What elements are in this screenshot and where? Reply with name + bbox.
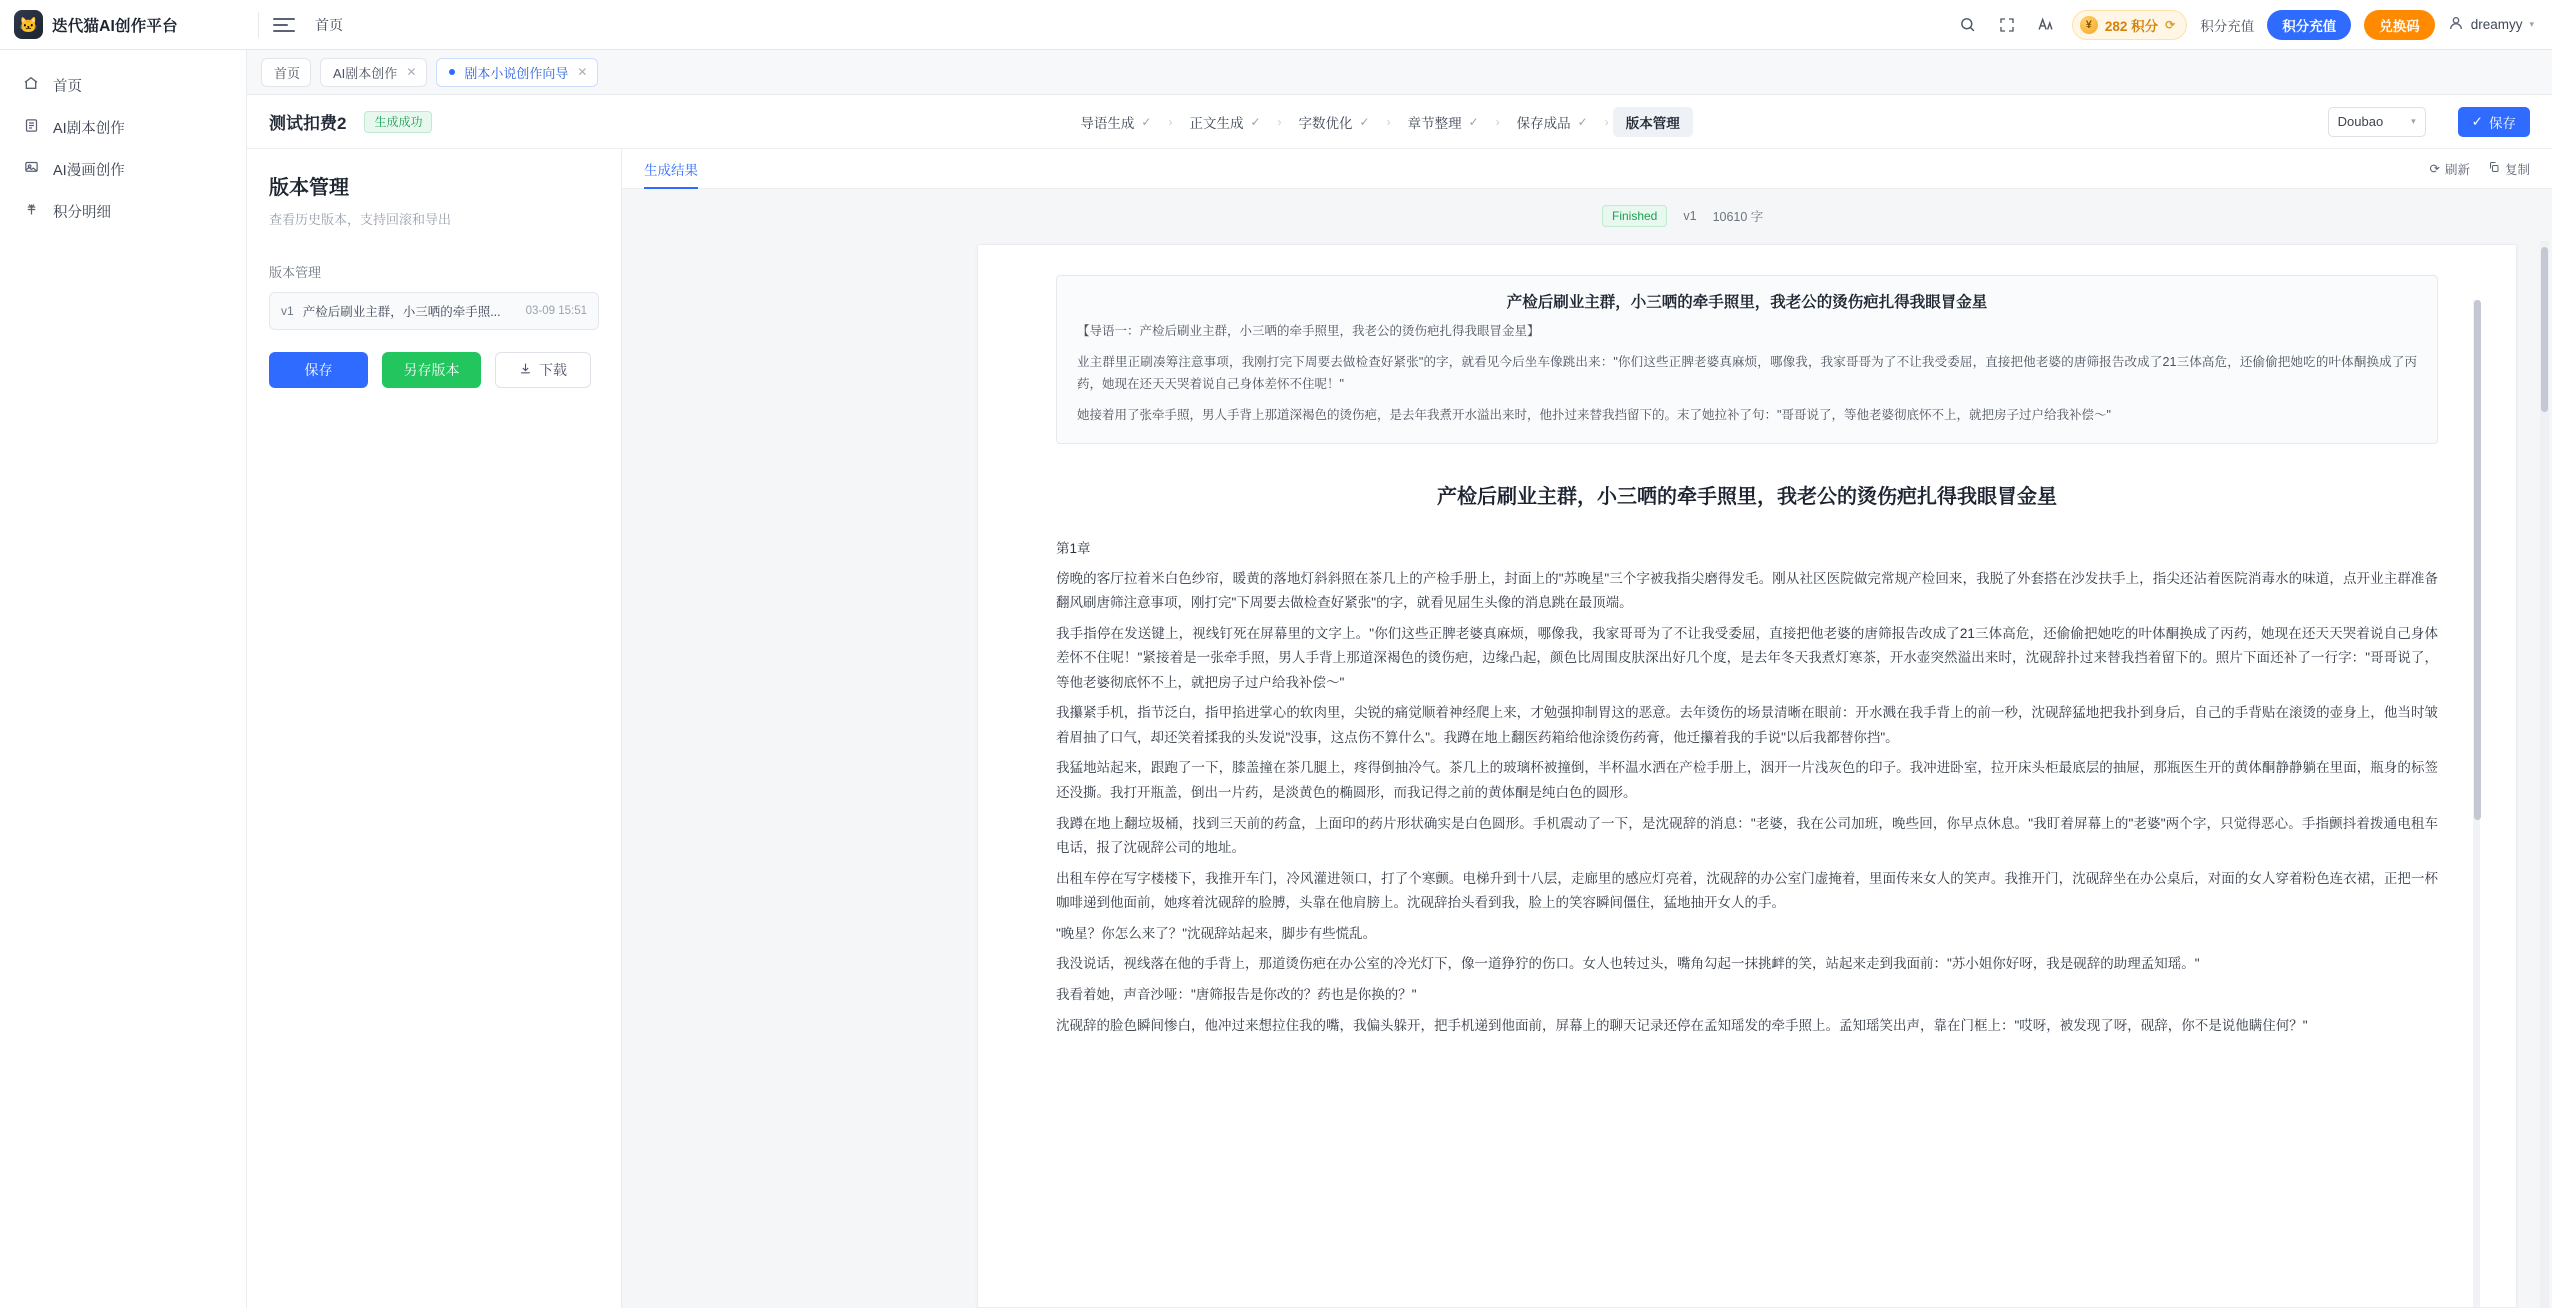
check-icon: ✓ <box>1468 114 1479 129</box>
step-body-generate[interactable] <box>1176 107 1273 137</box>
sidebar-item-ai-script[interactable] <box>0 106 246 148</box>
close-icon[interactable]: ✕ <box>406 65 417 79</box>
tab-script-novel-wizard[interactable] <box>436 58 598 87</box>
sidebar-item-label: 首页 <box>53 78 82 95</box>
cat-logo-icon: 🐱 <box>14 10 43 39</box>
version-list-label: 版本管理 <box>269 265 322 280</box>
points-value: 282 积分 <box>2104 18 2159 34</box>
chapter-label: 第1章 <box>1056 540 1091 556</box>
download-icon <box>519 362 532 378</box>
logo[interactable] <box>14 10 244 39</box>
sidebar-item-label: AI漫画创作 <box>53 162 125 179</box>
refresh-icon: ⟳ <box>2429 162 2440 176</box>
chevron-right-icon: › <box>1495 114 1500 129</box>
refresh-label: 刷新 <box>2444 162 2470 177</box>
refresh-icon[interactable]: ⟳ <box>2165 17 2176 32</box>
points-chip[interactable] <box>2072 10 2187 40</box>
chevron-right-icon: › <box>1604 114 1609 129</box>
recharge-link[interactable]: 积分充值 <box>2200 18 2255 34</box>
check-icon: ✓ <box>1577 114 1588 129</box>
coin-icon: ¥ <box>2080 16 2098 34</box>
word-count: 10610 字 <box>1712 210 1764 224</box>
guide-paragraph: 她接着用了张牵手照，男人手背上那道深褐色的烫伤疤，是去年我煮开水溢出来时，他扑过来替我挡留下的。末了她拉补了句："哥哥说了，等他老婆彻底怀不上，就把房子过户给我补偿～" <box>1077 407 2111 422</box>
divider <box>258 12 259 38</box>
step-version-management[interactable] <box>1613 107 1693 137</box>
model-select-value: Doubao <box>2337 114 2384 129</box>
user-menu[interactable] <box>2448 15 2534 34</box>
version-actions <box>269 352 599 388</box>
guide-paragraph: 业主群里正刷凑筹注意事项，我刚打完下周要去做检查好紧张"的字，就看见今后坐车像跳出来："你们这些正脾老婆真麻烦，哪像我，我家哥哥为了不让我受委屈，直接把他老婆的唐筛报告改成了21三体高危，还偷偷把她吃的叶体酮换成了丙药，她现在还天天哭着说自己身体差怀不住呢！" <box>1077 354 2417 391</box>
document-paragraph: 出租车停在写字楼楼下，我推开车门，冷风灌进领口，打了个寒颤。电梯升到十八层，走廊里的感应灯亮着，沈砚辞的办公室门虚掩着，里面传来女人的笑声。我推开门，沈砚辞坐在办公桌后，对面的女人穿着粉色连衣裙，正把一杯咖啡递到他面前，她疼着沈砚辞的脸膊，头靠在他肩膀上。沈砚辞抬头看到我，脸上的笑容瞬间僵住，猛地抽开女人的手。 <box>1056 870 2438 911</box>
search-icon[interactable] <box>1955 12 1981 38</box>
document-sheet <box>977 244 2517 1308</box>
version-panel-subtitle: 查看历史版本，支持回滚和导出 <box>269 212 452 227</box>
tab-ai-script[interactable] <box>320 58 427 87</box>
step-label: 版本管理 <box>1625 115 1680 131</box>
model-select[interactable] <box>2328 107 2426 137</box>
user-name: dreamyy <box>2470 17 2523 32</box>
save-label: 保存 <box>304 362 333 378</box>
version-time: 03-09 15:51 <box>525 305 587 317</box>
document-paragraph: 我手指停在发送键上，视线钉死在屏幕里的文字上。"你们这些正脾老婆真麻烦，哪像我，我家哥哥为了不让我受委屈，直接把他老婆的唐筛报告改成了21三体高危，还偷偷把她吃的叶体酮换成了丙药，她现在还天天哭着说自己身体差怀不住呢！"紧接着是一张牵手照，男人手背上那道深褐色的烫伤疤，边缘凸起，颜色比周围皮肤深出好几个度，是去年冬天我煮灯寒茶，开水壶突然溢出来时，沈砚辞扑过来替我挡着留下的。照片下面还补了一行字："哥哥说了，等他老婆彻底怀不上，就把房子过户给我补偿～" <box>1056 625 2438 690</box>
save-button[interactable] <box>2458 107 2530 137</box>
top-bar-actions <box>1955 10 2534 40</box>
result-body <box>622 189 2552 1308</box>
sidebar-item-ai-comic[interactable] <box>0 148 246 190</box>
document-paragraph: 我看着她，声音沙哑："唐筛报告是你改的？药也是你换的？" <box>1056 986 1417 1002</box>
status-badge: Finished <box>1602 205 1667 227</box>
tab-label: AI剧本创作 <box>333 65 398 81</box>
step-guide-generate[interactable] <box>1067 107 1164 137</box>
tab-home[interactable] <box>261 58 311 87</box>
content-split <box>247 149 2552 1308</box>
page-title: 测试扣费2 <box>269 114 347 133</box>
sidebar-item-label: 积分明细 <box>53 204 111 221</box>
sidebar-item-points-detail[interactable] <box>0 190 246 232</box>
close-icon[interactable]: ✕ <box>577 65 588 79</box>
document-paragraph: 傍晚的客厅拉着米白色纱帘，暖黄的落地灯斜斜照在茶几上的产检手册上，封面上的"苏晚星"三个字被我指尖磨得发毛。刚从社区医院做完常规产检回来，我脱了外套搭在沙发扶手上，指尖还沾着医院消毒水的味道，点开业主群准备翻风刷唐筛注意事项，刚打完"下周要去做检查好紧张"的字，就看见屈生头像的消息跳在最顶端。 <box>1056 570 2438 611</box>
font-size-icon[interactable] <box>2033 12 2059 38</box>
check-icon: ✓ <box>1359 114 1370 129</box>
chevron-right-icon: › <box>1386 114 1391 129</box>
comic-icon <box>22 160 40 179</box>
tab-strip <box>247 50 2552 95</box>
step-word-count-optimize[interactable] <box>1286 107 1383 137</box>
document-scrollbar[interactable] <box>2473 300 2480 1307</box>
document-title: 产检后刷业主群，小三哂的牵手照里，我老公的烫伤疤扎得我眼冒金星 <box>1437 485 2057 508</box>
result-panel <box>622 149 2552 1308</box>
refresh-button[interactable] <box>2429 160 2470 178</box>
save-as-label: 另存版本 <box>403 362 460 378</box>
tab-generated-result[interactable]: 生成结果 <box>644 149 698 189</box>
main-area <box>247 50 2552 1308</box>
tab-label: 首页 <box>274 65 301 81</box>
points-detail-icon <box>22 202 40 221</box>
step-label: 字数优化 <box>1298 115 1353 131</box>
version-panel-title: 版本管理 <box>269 177 349 199</box>
step-chapter-organize[interactable] <box>1395 107 1492 137</box>
sidebar <box>0 50 247 1308</box>
list-item[interactable] <box>269 292 599 330</box>
hamburger-icon[interactable] <box>273 14 295 36</box>
document-paragraph: 我蹲在地上翻垃圾桶，找到三天前的药盒，上面印的药片形状确实是白色圆形。手机震动了一下，是沈砚辞的消息："老婆，我在公司加班，晚些回，你早点休息。"我盯着屏幕上的"老婆"两个字，只觉得恶心。手指颤抖着拨通电租车电话，报了沈砚辞公司的地址。 <box>1056 815 2438 856</box>
version-name: 产检后刷业主群，小三哂的牵手照... <box>302 305 501 319</box>
redeem-button[interactable]: 兑换码 <box>2364 10 2435 40</box>
result-meta <box>1602 189 2552 239</box>
step-label: 导语生成 <box>1080 115 1135 131</box>
status-badge: 生成成功 <box>364 111 432 133</box>
copy-label: 复制 <box>2504 162 2530 177</box>
step-label: 章节整理 <box>1407 115 1462 131</box>
document-paragraph: "晚星？你怎么来了？"沈砚辞站起来，脚步有些慌乱。 <box>1056 925 1377 941</box>
scrollbar-thumb[interactable] <box>2474 300 2481 820</box>
guide-title: 产检后刷业主群，小三哂的牵手照里，我老公的烫伤疤扎得我眼冒金星 <box>1506 294 1988 311</box>
sidebar-item-home[interactable] <box>0 64 246 106</box>
save-as-version-button[interactable] <box>382 352 481 388</box>
chevron-right-icon: › <box>1277 114 1282 129</box>
sidebar-item-label: AI剧本创作 <box>53 120 125 137</box>
chevron-down-icon: ▾ <box>2411 116 2416 126</box>
check-icon: ✓ <box>2471 113 2483 129</box>
active-dot-icon <box>449 69 455 75</box>
step-label: 保存成品 <box>1516 115 1571 131</box>
check-icon: ✓ <box>1250 114 1261 129</box>
save-button[interactable] <box>269 352 368 388</box>
check-icon: ✓ <box>1141 114 1152 129</box>
step-label: 正文生成 <box>1189 115 1244 131</box>
home-icon <box>22 75 40 95</box>
guide-paragraph: 【导语一：产检后刷业主群，小三哂的牵手照里，我老公的烫伤疤扎得我眼冒金星】 <box>1077 324 1540 338</box>
version-panel <box>247 149 622 1308</box>
copy-icon <box>2488 161 2500 176</box>
user-icon <box>2448 15 2464 34</box>
copy-button[interactable] <box>2488 160 2530 178</box>
version-label: v1 <box>1683 209 1697 223</box>
breadcrumb[interactable]: 首页 <box>315 16 343 33</box>
step-wizard <box>1067 107 1692 137</box>
chevron-right-icon: › <box>1168 114 1173 129</box>
fullscreen-icon[interactable] <box>1994 12 2020 38</box>
scrollbar-thumb[interactable] <box>2541 247 2548 412</box>
result-scrollbar[interactable] <box>2540 241 2549 1308</box>
chevron-down-icon: ▾ <box>2529 19 2534 29</box>
download-label: 下载 <box>539 362 567 378</box>
result-header <box>622 149 2552 189</box>
save-button-label: 保存 <box>2488 115 2516 131</box>
recharge-button[interactable]: 积分充值 <box>2267 10 2351 40</box>
document-paragraph: 我猛地站起来，跟跑了一下，膝盖撞在茶几腿上，疼得倒抽冷气。茶几上的玻璃杯被撞倒，半杯温水洒在产检手册上，洇开一片浅灰色的印子。我冲进卧室，拉开床头柜最底层的抽屉，那瓶医生开的黄体酮静静躺在里面，瓶身的标签还没撕。我打开瓶盖，倒出一片药，是淡黄色的椭圆形，而我记得之前的黄体酮是纯白色的圆形。 <box>1056 760 2438 800</box>
document-paragraph: 我没说话，视线落在他的手背上，那道烫伤疤在办公室的冷光灯下，像一道狰狞的伤口。女人也转过头，嘴角勾起一抹挑衅的笑，站起来走到我面前："苏小姐你好呀，我是砚辞的助理孟知瑶。" <box>1056 956 2200 972</box>
top-bar <box>0 0 2552 50</box>
script-icon <box>22 118 40 137</box>
logo-text: 迭代猫AI创作平台 <box>52 17 178 35</box>
version-tag: v1 <box>281 304 294 318</box>
document-paragraph: 沈砚辞的脸色瞬间惨白，他冲过来想拉住我的嘴，我偏头躲开，把手机递到他面前，屏幕上的聊天记录还停在孟知瑶发的牵手照上。孟知瑶笑出声，靠在门框上："哎呀，被发现了呀，砚辞，你不是说他瞒住何？" <box>1056 1017 2308 1033</box>
document-paragraph: 我攥紧手机，指节泛白，指甲掐进掌心的软肉里，尖锐的痛觉顺着神经爬上来，才勉强抑制胃这的恶意。去年烫伤的场景清晰在眼前：开水溅在我手背上的前一秒，沈砚辞猛地把我扑到身后，自己的手背贴在滚烫的壶身上，他当时皱着眉抽了口气，却还笑着揉我的头发说"没事，这点伤不算什么"。我蹲在地上翻医药箱给他涂烫伤药膏，他迁攥着我的手说"以后我都替你挡"。 <box>1056 705 2438 745</box>
download-button[interactable] <box>495 352 591 388</box>
step-save-product[interactable] <box>1504 107 1601 137</box>
tab-label: 剧本小说创作向导 <box>464 65 569 81</box>
guide-box <box>1056 275 2438 444</box>
result-actions <box>2429 160 2530 178</box>
work-header <box>247 95 2552 149</box>
body <box>0 50 2552 1308</box>
